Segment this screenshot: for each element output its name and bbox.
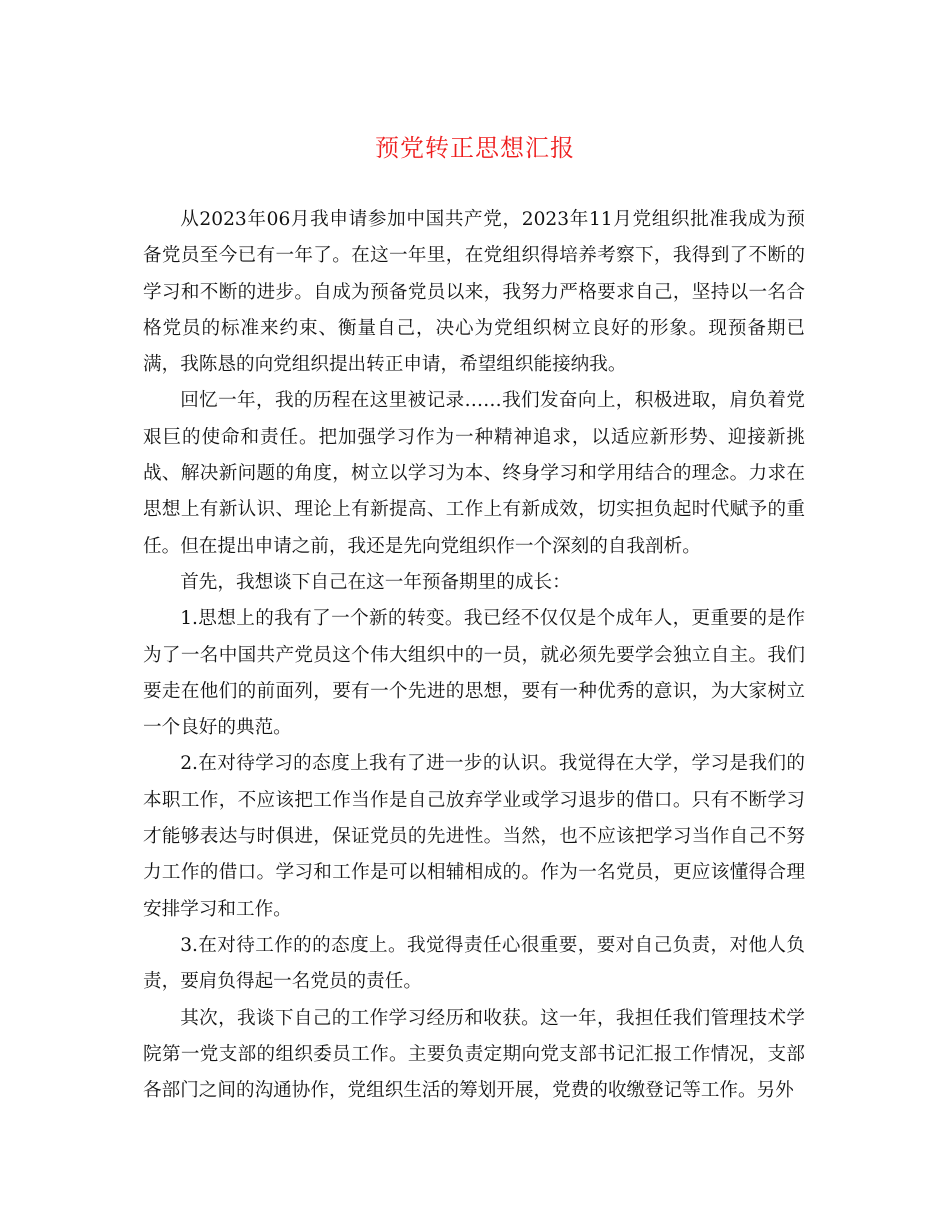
paragraph: 其次，我谈下自己的工作学习经历和收获。这一年，我担任我们管理技术学院第一党支部的组织委员工作。主要负责定期向党支部书记汇报工作情况，支部各部门之间的沟通协作，党组织生活的筹划开展，党费的收缴登记等工作。另外 — [143, 1007, 805, 1102]
paragraph: 3.在对待工作的的态度上。我觉得责任心很重要，要对自己负责，对他人负责，要肩负得起一名党员的责任。 — [143, 934, 805, 993]
paragraph: 2.在对待学习的态度上我有了进一步的认识。我觉得在大学，学习是我们的本职工作，不应该把工作当作是自己放弃学业或学习退步的借口。只有不断学习才能够表达与时俱进，保证党员的先进性。当然，也不应该把学习当作自己不努力工作的借口。学习和工作是可以相辅相成的。作为一名党员，更应该懂得合理安排学习和工作。 — [143, 753, 805, 920]
document-title: 预党转正思想汇报 — [375, 134, 575, 162]
paragraph: 首先，我想谈下自己在这一年预备期里的成长： — [180, 571, 571, 593]
paragraph: 回忆一年，我的历程在这里被记录……我们发奋向上，积极进取，肩负着党艰巨的使命和责任。把加强学习作为一种精神追求，以适应新形势、迎接新挑战、解决新问题的角度，树立以学习为本、终身学习和学用结合的理念。力求在思想上有新认识、理论上有新提高、工作上有新成效，切实担负起时代赋予的重任。但在提出申请之前，我还是先向党组织作一个深刻的自我剖析。 — [143, 390, 805, 557]
paragraph: 1.思想上的我有了一个新的转变。我已经不仅仅是个成年人，更重要的是作为了一名中国共产党员这个伟大组织中的一员，就必须先要学会独立自主。我们要走在他们的前面列，要有一个先进的思想，要有一种优秀的意识，为大家树立一个良好的典范。 — [143, 608, 805, 739]
paragraph: 从2023年06月我申请参加中国共产党，2023年11月党组织批准我成为预备党员至今已有一年了。在这一年里，在党组织得培养考察下，我得到了不断的学习和不断的进步。自成为预备党员以来，我努力严格要求自己，坚持以一名合格党员的标准来约束、衡量自己，决心为党组织树立良好的形象。现预备期已满，我陈恳的向党组织提出转正申请，希望组织能接纳我。 — [143, 209, 805, 376]
document-body — [143, 202, 805, 1109]
